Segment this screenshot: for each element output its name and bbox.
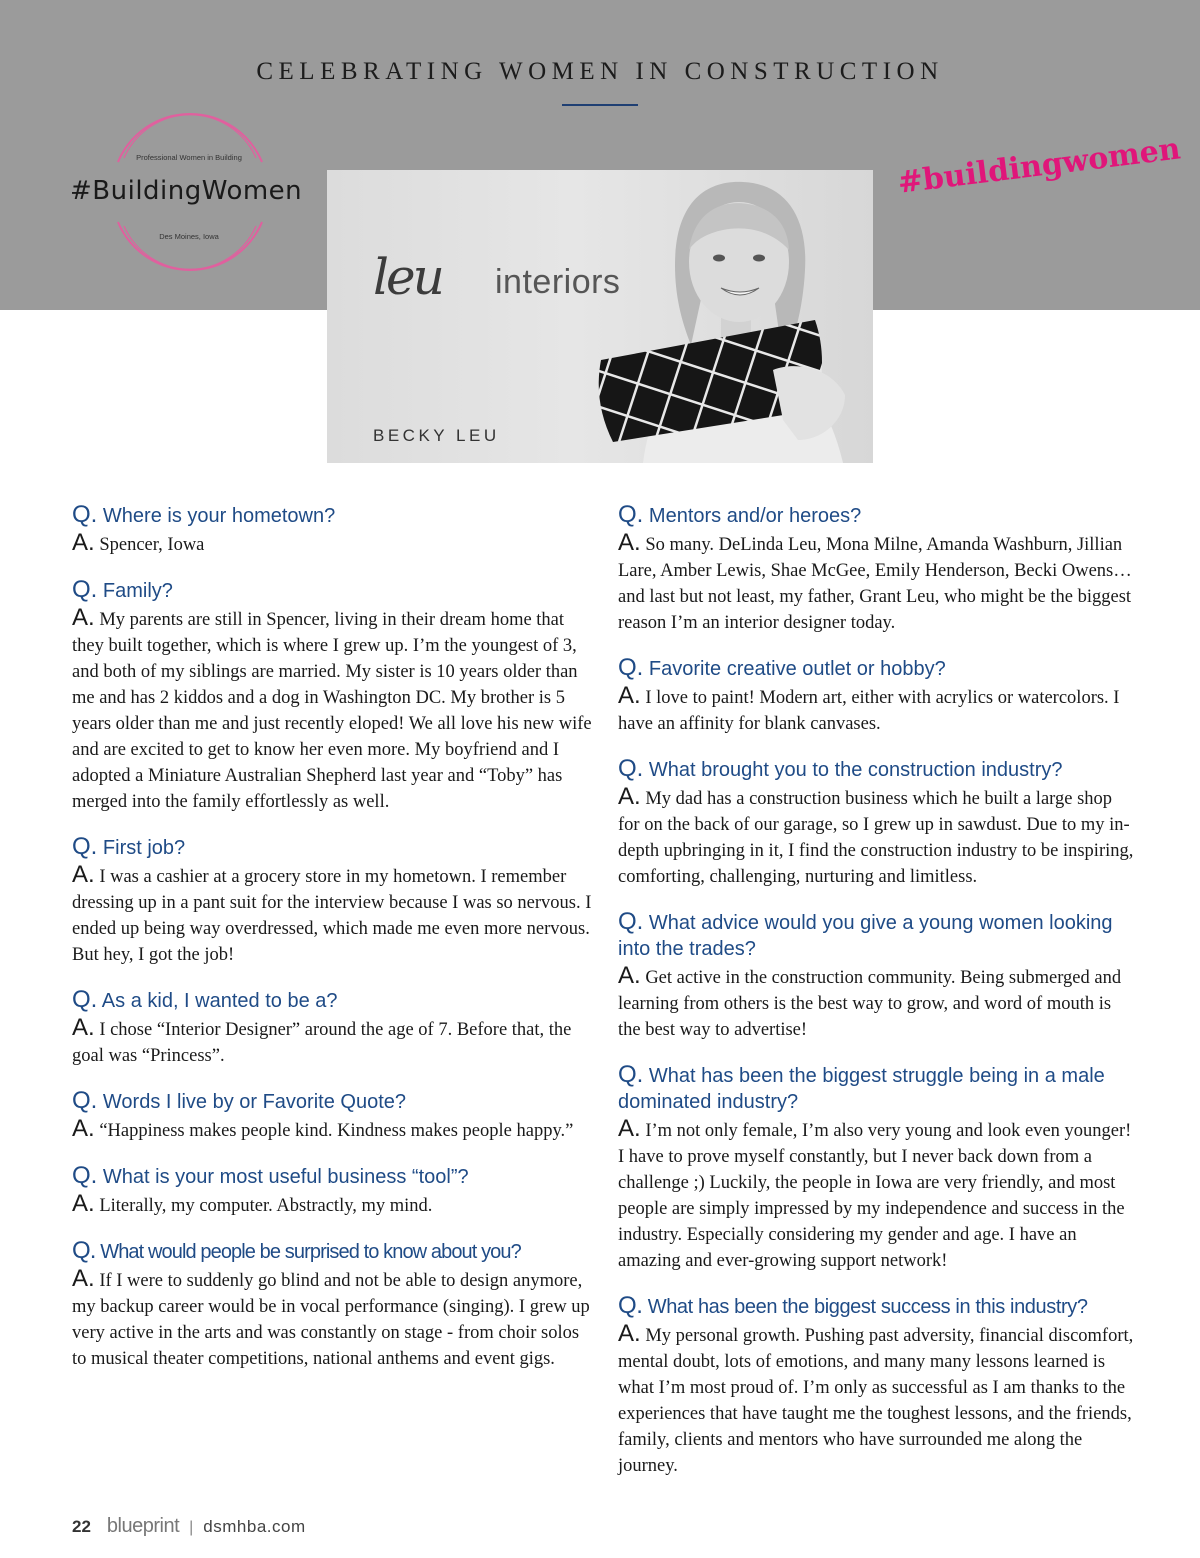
answer-marker: A. <box>72 1115 95 1142</box>
answer-text: Spencer, Iowa <box>99 535 205 555</box>
question-text: What is your most useful business “tool”? <box>102 1166 469 1188</box>
question <box>618 1293 1138 1320</box>
answer <box>618 530 1138 636</box>
question <box>72 1163 592 1190</box>
answer-text: I chose “Interior Designer” around the age of 7. Before that, the goal was “Princess”. <box>72 1020 572 1066</box>
question-marker: Q. <box>72 501 98 528</box>
question-marker: Q. <box>72 1087 98 1114</box>
question-marker: Q. <box>72 986 98 1013</box>
question-text: What has been the biggest success in this industry? <box>647 1296 1088 1318</box>
answer-marker: A. <box>72 1190 95 1217</box>
building-women-badge <box>60 110 310 285</box>
question <box>618 756 1138 783</box>
question <box>618 1062 1138 1115</box>
question <box>72 1238 592 1265</box>
answer <box>618 963 1138 1043</box>
question-marker: Q. <box>618 1061 644 1088</box>
answer-marker: A. <box>618 1320 641 1347</box>
answer-text: So many. DeLinda Leu, Mona Milne, Amanda Washburn, Jillian Lare, Amber Lewis, Shae McGee, Emily Henderson, Becki Owens… and last but not least, my father, Grant Leu, who might be the biggest reason I’m an interior designer today. <box>618 535 1132 633</box>
answer-marker: A. <box>618 962 641 989</box>
answer <box>72 605 592 815</box>
qa-item <box>72 834 592 968</box>
answer-text: My parents are still in Spencer, living in their dream home that they built together, which is where I grew up. I’m the youngest of 3, and both of my siblings are married. My sister is 10 years older than me and has 2 kiddos and a dog in Washington DC. My brother is 5 years older than me and just recently eloped! We all love his new wife and are excited to get to know her even more. My boyfriend and I adopted a Miniature Australian Shepherd last year and “Toby” has merged into the family effortlessly as well. <box>72 610 592 812</box>
answer <box>618 784 1138 890</box>
question-marker: Q. <box>72 1162 98 1189</box>
question-text: What has been the biggest struggle being in a male dominated industry? <box>618 1065 1105 1113</box>
logo-word: interiors <box>495 263 621 301</box>
answer <box>72 1015 592 1069</box>
question <box>72 1088 592 1115</box>
brand-logo: blueprint <box>106 1515 180 1537</box>
qa-item <box>72 987 592 1069</box>
question-text: What brought you to the construction industry? <box>648 759 1063 781</box>
page-number: 22 <box>72 1517 91 1536</box>
question-text: Words I live by or Favorite Quote? <box>102 1091 406 1113</box>
title-divider <box>562 104 638 106</box>
qa-item <box>72 1163 592 1219</box>
answer-marker: A. <box>618 682 641 709</box>
question <box>72 987 592 1014</box>
question-marker: Q. <box>72 576 98 603</box>
answer-text: Get active in the construction community. Being submerged and learning from others is the best way to grow, and word of mouth is the best way to advertise! <box>618 968 1122 1040</box>
question-text: Where is your hometown? <box>102 505 336 527</box>
question-marker: Q. <box>618 501 644 528</box>
question <box>72 834 592 861</box>
qa-item <box>618 1062 1138 1274</box>
question-marker: Q. <box>618 654 644 681</box>
answer-marker: A. <box>72 861 95 888</box>
qa-item <box>72 1088 592 1144</box>
question-text: Mentors and/or heroes? <box>648 505 862 527</box>
answer <box>72 1116 592 1144</box>
answer <box>72 1266 592 1372</box>
question-text: First job? <box>102 837 186 859</box>
answer-text: I was a cashier at a grocery store in my hometown. I remember dressing up in a pant suit for the interview because I was so nervous. I ended up being way overdressed, which made me even more nervous. But hey, I got the job! <box>72 867 592 965</box>
answer <box>618 1116 1138 1274</box>
answer <box>72 1191 592 1219</box>
answer-marker: A. <box>618 783 641 810</box>
question-marker: Q. <box>72 1237 96 1264</box>
left-column <box>72 502 592 1391</box>
question-marker: Q. <box>618 755 644 782</box>
answer <box>72 862 592 968</box>
person-name: BECKY LEU <box>373 426 500 445</box>
question <box>618 502 1138 529</box>
answer-marker: A. <box>72 1014 95 1041</box>
answer <box>72 530 592 558</box>
badge-top-text: Professional Women in Building <box>136 153 242 162</box>
qa-item <box>72 1238 592 1372</box>
answer-text: “Happiness makes people kind. Kindness makes people happy.” <box>99 1121 574 1141</box>
qa-item <box>618 1293 1138 1479</box>
badge-bottom-text: Des Moines, Iowa <box>159 232 219 241</box>
qa-item <box>618 909 1138 1043</box>
buildingwomen-hashtag: #buildingwomen <box>895 131 1183 201</box>
featured-photo <box>327 170 873 463</box>
answer-marker: A. <box>72 1265 95 1292</box>
question <box>618 655 1138 682</box>
question-text: Favorite creative outlet or hobby? <box>648 658 946 680</box>
question-marker: Q. <box>618 1292 643 1319</box>
answer-text: I love to paint! Modern art, either with acrylics or watercolors. I have an affinity for blank canvases. <box>618 688 1120 734</box>
answer-text: Literally, my computer. Abstractly, my mind. <box>99 1196 433 1216</box>
answer-text: If I were to suddenly go blind and not be able to design anymore, my backup career would be in vocal performance (singing). I grew up very active in the arts and was constantly on stage - from choir solos to musical theater competitions, national anthems and event gigs. <box>72 1271 590 1369</box>
section-title: CELEBRATING WOMEN IN CONSTRUCTION <box>256 58 944 85</box>
question-text: As a kid, I wanted to be a? <box>101 990 338 1012</box>
answer-text: My dad has a construction business which he built a large shop for on the back of our garage, so I grew up in sawdust. Due to my in-depth upbringing in it, I find the construction industry to be inspiring, comforting, challenging, nurturing and limitless. <box>618 789 1134 887</box>
qa-item <box>72 577 592 815</box>
qa-item <box>618 655 1138 737</box>
qa-item <box>618 756 1138 890</box>
portrait-illustration <box>583 170 873 463</box>
answer <box>618 683 1138 737</box>
answer-marker: A. <box>72 529 95 556</box>
answer-text: My personal growth. Pushing past adversity, financial discomfort, mental doubt, lots of emotions, and many many lessons learned is what I’m most proud of. I’m only as successful as I am thanks to the experiences that have taught me the toughest lessons, and the friends, family, clients and mentors who have surrounded me along the journey. <box>618 1326 1134 1476</box>
answer-marker: A. <box>72 604 95 631</box>
qa-item <box>72 502 592 558</box>
website-link[interactable]: dsmhba.com <box>203 1517 306 1536</box>
badge-hashtag: #BuildingWomen <box>70 176 303 206</box>
answer <box>618 1321 1138 1479</box>
question-marker: Q. <box>618 908 644 935</box>
question <box>72 577 592 604</box>
qa-item <box>618 502 1138 636</box>
question-text: What advice would you give a young women looking into the trades? <box>618 912 1113 960</box>
right-column <box>618 502 1138 1498</box>
footer-separator: | <box>189 1519 194 1536</box>
question <box>618 909 1138 962</box>
answer-marker: A. <box>618 529 641 556</box>
question-text: Family? <box>102 580 173 602</box>
question <box>72 502 592 529</box>
question-text: What would people be surprised to know about you? <box>100 1241 521 1263</box>
question-marker: Q. <box>72 833 98 860</box>
answer-text: I’m not only female, I’m also very young and look even younger! I have to prove myself constantly, but I never back down from a challenge ;) Luckily, the people in Iowa are very friendly, and most people are simply impressed by my independence and success in the industry. Especially considering my gender and age. I have an amazing and ever-growing support network! <box>618 1121 1132 1271</box>
page-footer <box>72 1515 306 1541</box>
logo-script: leu <box>373 248 442 306</box>
answer-marker: A. <box>618 1115 641 1142</box>
